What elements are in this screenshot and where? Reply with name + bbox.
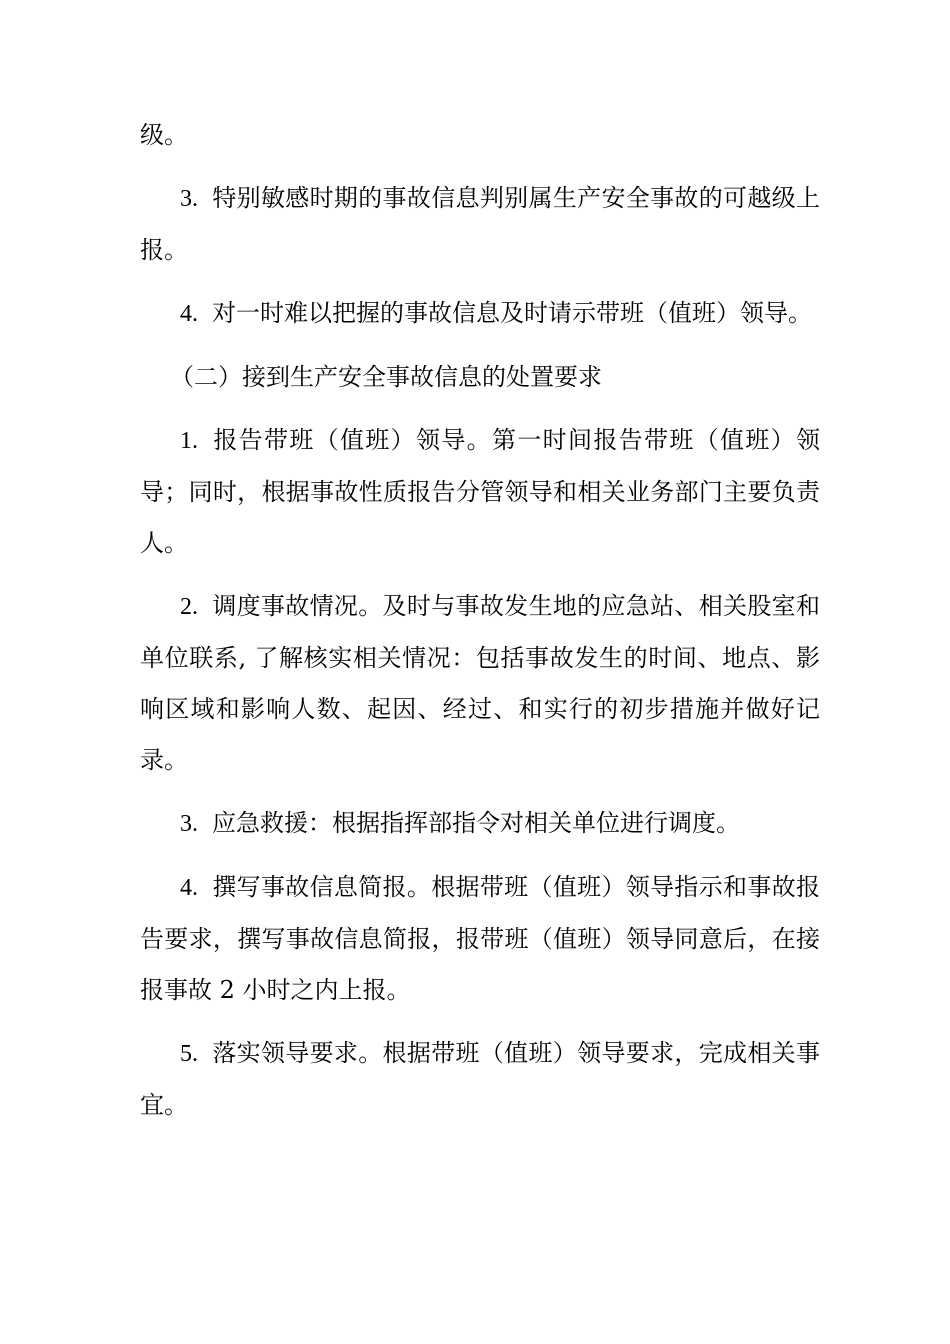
paragraph-text: 落实领导要求。根据带班（值班）领导要求，完成相关事宜。 [140, 1039, 820, 1119]
document-body [140, 110, 820, 1143]
paragraph-item-4b [140, 862, 820, 1016]
paragraph-item-5 [140, 1028, 820, 1131]
paragraph-item-1 [140, 415, 820, 569]
paragraph-text: 调度事故情况。及时与事故发生地的应急站、相关股室和单位联系, 了解核实相关情况：包括事故发生的时间、地点、影响区域和影响人数、起因、经过、和实行的初步措施并做好记录。 [140, 592, 820, 774]
paragraph-item-2 [140, 581, 820, 786]
paragraph-text: 对一时难以把握的事故信息及时请示带班（值班）领导。 [212, 299, 812, 327]
item-number: 1. [180, 428, 198, 454]
paragraph-item-4 [140, 288, 820, 340]
paragraph-text: 应急救援：根据指挥部指令对相关单位进行调度。 [212, 809, 740, 837]
paragraph-text: 报告带班（值班）领导。第一时间报告带班（值班）领导；同时，根据事故性质报告分管领导和相关业务部门主要负责人。 [140, 426, 820, 557]
item-number: 2. [180, 594, 198, 620]
paragraph-text: 撰写事故信息简报。根据带班（值班）领导指示和事故报告要求，撰写事故信息简报，报带班（值班）领导同意后，在接报事故 2 小时之内上报。 [140, 873, 820, 1004]
paragraph-text: 级。 [140, 121, 188, 149]
paragraph-text: 特别敏感时期的事故信息判别属生产安全事故的可越级上报。 [140, 184, 820, 264]
item-number: 3. [180, 811, 198, 837]
paragraph-continuation [140, 110, 820, 161]
item-number: 4. [180, 875, 198, 901]
section-heading: （二）接到生产安全事故信息的处置要求 [170, 363, 602, 391]
item-number: 3. [180, 186, 198, 212]
item-number: 5. [180, 1041, 198, 1067]
item-number: 4. [180, 301, 198, 327]
paragraph-item-3 [140, 173, 820, 276]
paragraph-item-3b [140, 798, 820, 850]
